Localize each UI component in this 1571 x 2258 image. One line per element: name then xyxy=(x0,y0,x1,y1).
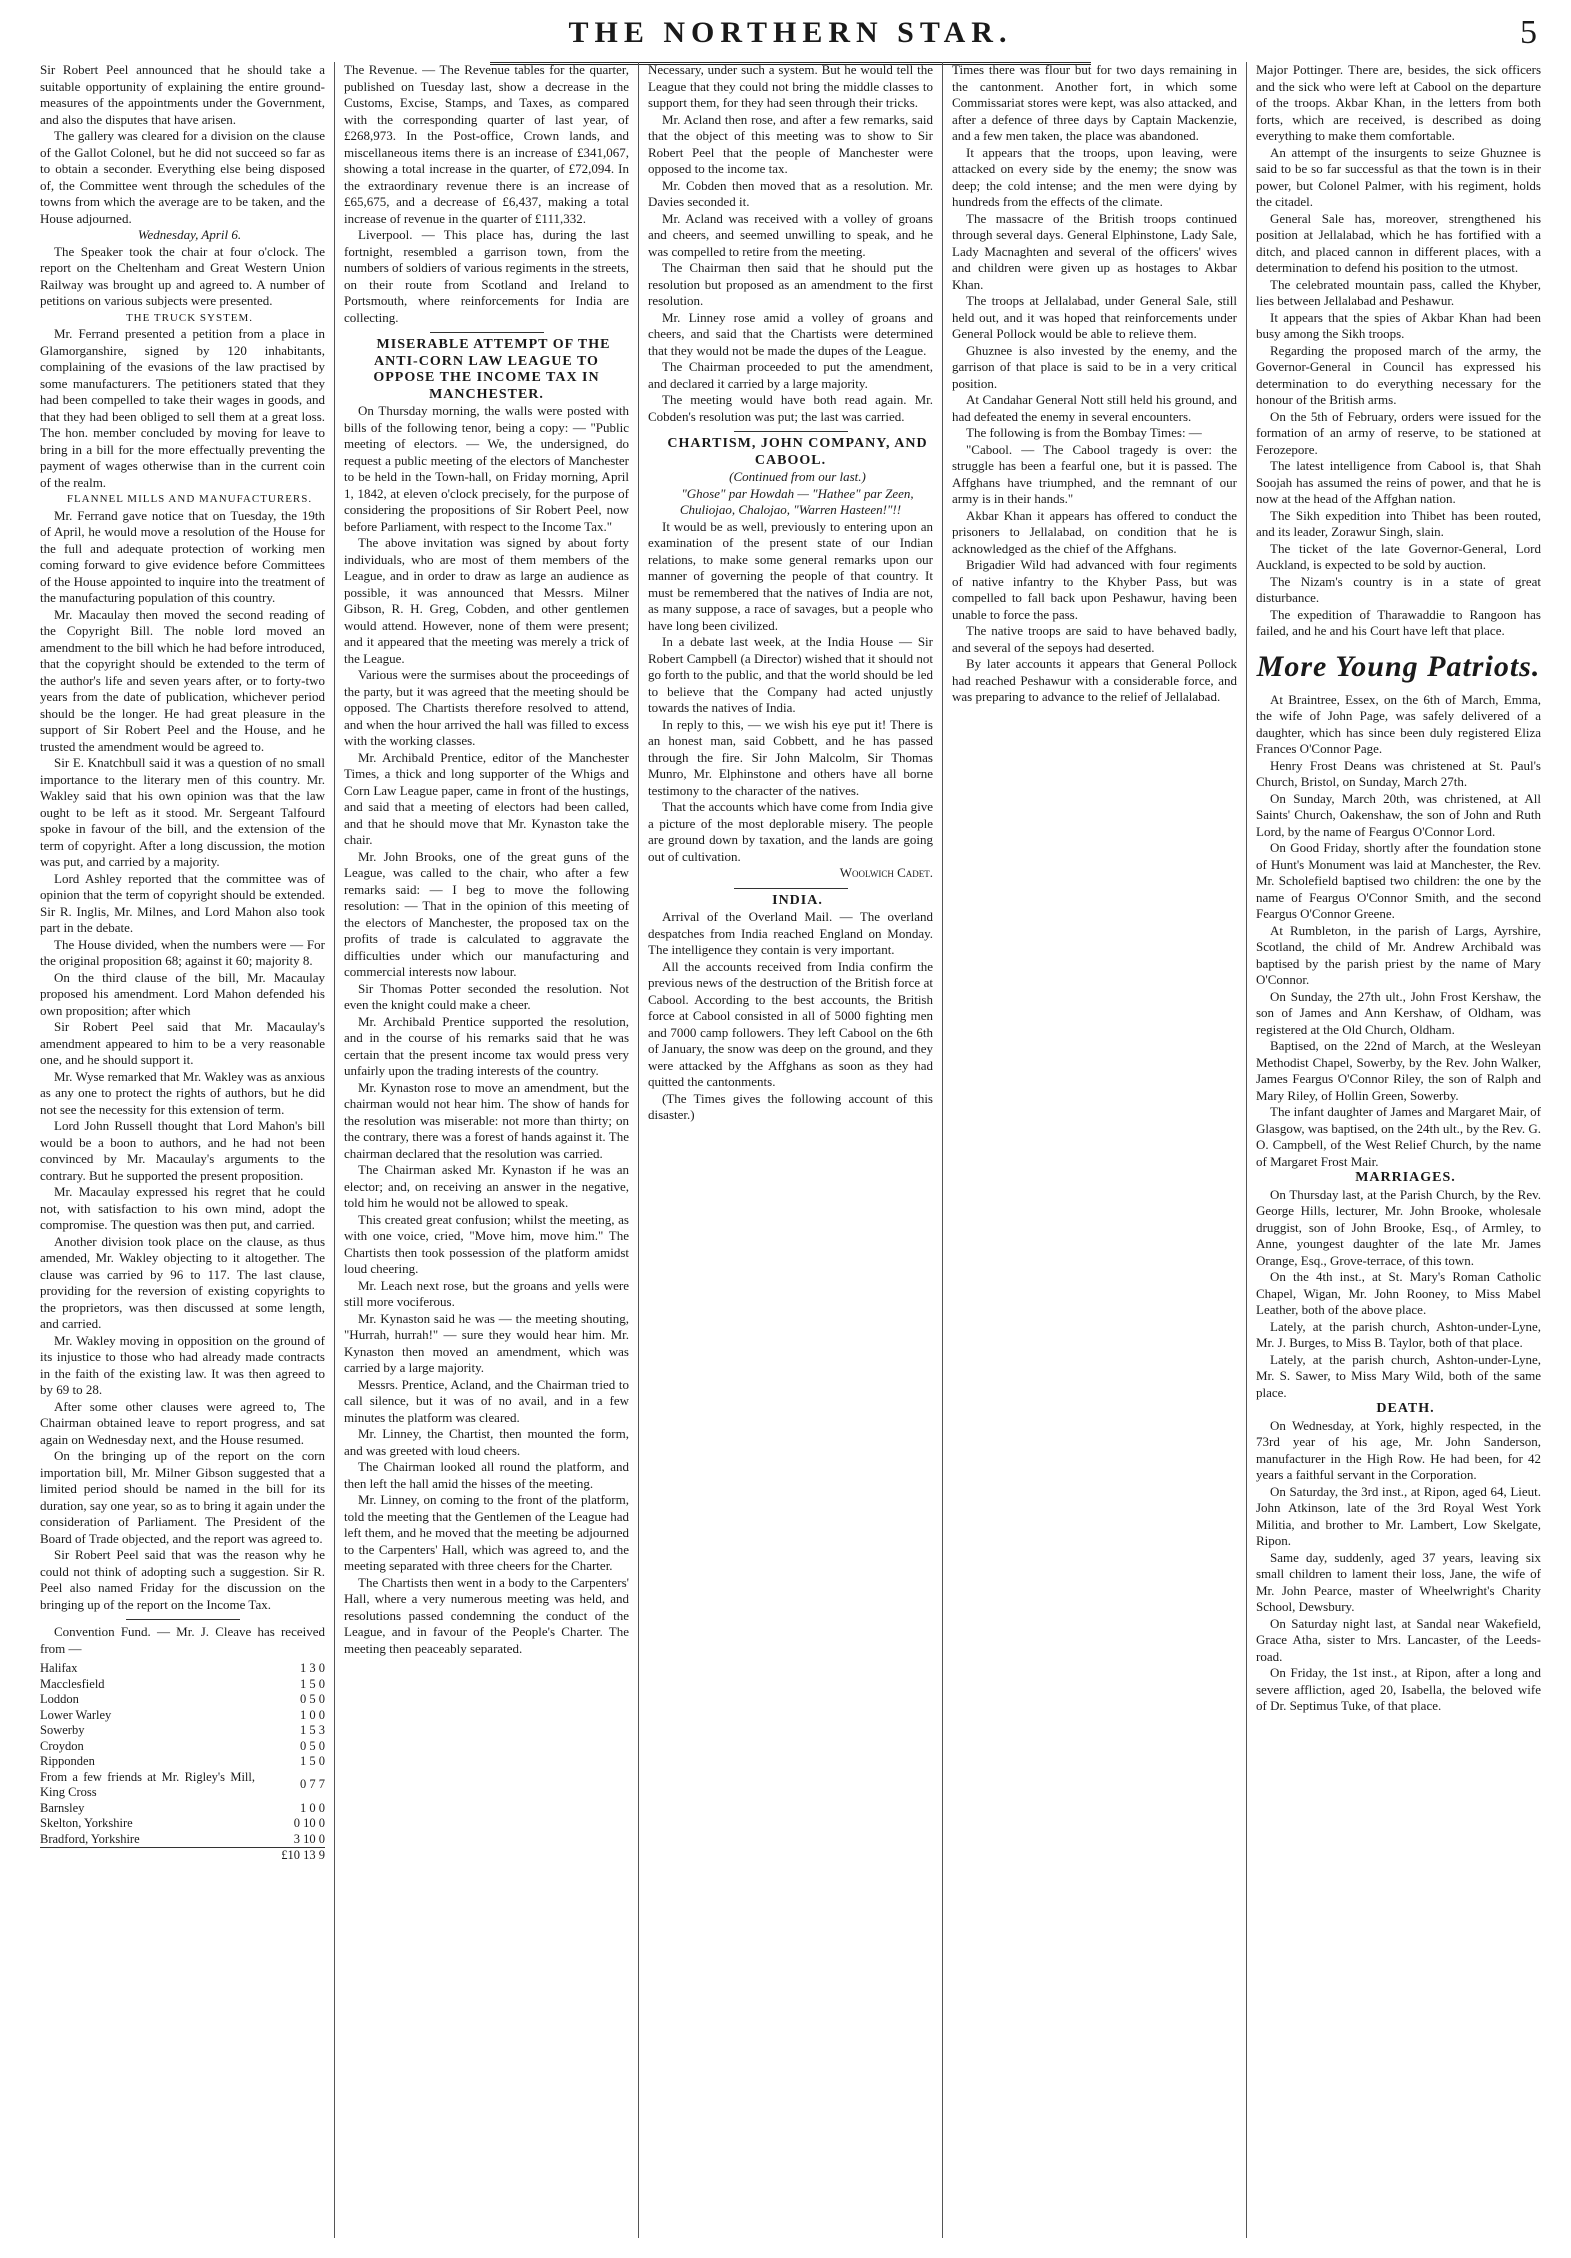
article-paragraph: The Sikh expedition into Thibet has been routed, and its leader, Zorawur Singh, slain. xyxy=(1256,507,1541,539)
article-paragraph: At Candahar General Nott still held his ground, and had defeated the enemy in several encounters. xyxy=(952,392,1237,424)
article-paragraph: The latest intelligence from Cabool is, that Shah Soojah has assumed the reins of power, and that he is now at the head of the Affghan nation. xyxy=(1256,458,1541,506)
article-paragraph: Sir Robert Peel said that was the reason why he could not think of adopting such a suggestion. Sir R. Peel also named Friday for the discussion on the bringing up of the report on the Income Tax. xyxy=(40,1547,325,1612)
convention-fund-amount: 0 10 0 xyxy=(293,1816,325,1830)
article-paragraph: Mr. Linney, the Chartist, then mounted the form, and was greeted with loud cheers. xyxy=(344,1426,629,1458)
article-paragraph: The native troops are said to have behaved badly, and several of the sepoys had deserted. xyxy=(952,623,1237,655)
announcement: On Saturday, the 3rd inst., at Ripon, aged 64, Lieut. John Atkinson, late of the 3rd Royal West York Militia, and brother to Mr. Lambert, Low Skelgate, Ripon. xyxy=(1256,1483,1541,1548)
article-paragraph: The massacre of the British troops continued through several days. General Elphinstone, Lady Sale, Lady Macnaghten and several of the officers' wives and children were given up as hostages to Akbar Khan. xyxy=(952,210,1237,292)
announcement: The infant daughter of James and Margaret Mair, of Glasgow, was baptised, on the 24th ult., by the Rev. G. O. Campbell, of the West Relief Church, by the name of Margaret Frost Mair. xyxy=(1256,1104,1541,1169)
article-paragraph: The Chairman proceeded to put the amendment, and declared it carried by a large majority. xyxy=(648,359,933,391)
date-heading: Wednesday, April 6. xyxy=(137,227,242,242)
columns xyxy=(40,62,1541,2238)
convention-fund-source: Loddon xyxy=(40,1692,79,1706)
article-paragraph: Brigadier Wild had advanced with four regiments of native infantry to the Khyber Pass, but was compelled to fall back upon Peshawur, having been unable to force the pass. xyxy=(952,557,1237,622)
announcement: At Rumbleton, in the parish of Largs, Ayrshire, Scotland, the child of Mr. Andrew Archibald was baptised by the parish priest by the name of Mary O'Connor. xyxy=(1256,922,1541,987)
article-paragraph: The following is from the Bombay Times: — xyxy=(966,425,1202,440)
article-paragraph: The Nizam's country is in a state of great disturbance. xyxy=(1256,573,1541,605)
article-paragraph: The expedition of Tharawaddie to Rangoon has failed, and he and his Court have left that place. xyxy=(1256,606,1541,638)
convention-fund-amount: 1 5 3 xyxy=(300,1723,325,1737)
article-paragraph: That the accounts which have come from India give a picture of the most deplorable misery. The people are ground down by taxation, and the lands are going out of cultivation. xyxy=(648,799,933,864)
divider xyxy=(734,431,848,432)
announcement: On Friday, the 1st inst., at Ripon, after a long and severe affliction, aged 20, Isabella, the beloved wife of Dr. Septimus Tuke, of that place. xyxy=(1256,1665,1541,1713)
article-paragraph: Arrival of the Overland Mail. — The overland despatches from India reached England on Monday. The intelligence they contain is very important. xyxy=(648,909,933,957)
column-3 xyxy=(638,62,942,2238)
article-paragraph: Mr. Archibald Prentice supported the resolution, and in the course of his remarks said that he was certain that the present income tax would press very unfairly upon the trading interests of the country. xyxy=(344,1013,629,1078)
convention-fund-source: Barnsley xyxy=(40,1800,85,1815)
article-paragraph: Sir Thomas Potter seconded the resolution. Not even the knight could make a cheer. xyxy=(344,980,629,1012)
article-paragraph: The Speaker took the chair at four o'clock. The report on the Cheltenham and Great Western Union Railway was brought up and agreed to. A number of petitions on various subjects were presented. xyxy=(40,243,325,308)
convention-fund-row xyxy=(40,1661,325,1677)
column-5 xyxy=(1246,62,1541,2238)
convention-fund-amount: 0 5 0 xyxy=(300,1738,325,1753)
article-paragraph: Mr. Acland was received with a volley of groans and cheers, and seemed unwilling to speak, and he was compelled to retire from the meeting. xyxy=(648,210,933,259)
article-paragraph: The gallery was cleared for a division on the clause of the Gallot Colonel, but he did not succeed so far as to obtain a seconder. Everything else being disposed of, the Committee went through the schedules of the towns from which the average are to be taken, and the House adjourned. xyxy=(40,128,325,226)
convention-fund-source: Halifax xyxy=(40,1661,78,1675)
article-paragraph: It would be as well, previously to entering upon an examination of the present state of our Indian relations, to make some general remarks upon our manner of governing the people of that country. It must be remembered that the natives of India are not, as many suppose, a race of savages, but a people who have long been civilized. xyxy=(648,518,933,633)
section-heading: MISERABLE ATTEMPT OF THE ANTI-CORN LAW LEAGUE TO OPPOSE THE INCOME TAX IN MANCHESTER. xyxy=(373,337,611,402)
article-paragraph: Lord Ashley reported that the committee was of opinion that the term of copyright should be extended. Sir R. Inglis, Mr. Milnes, and Lord Mahon also took part in the debate. xyxy=(40,870,325,935)
article-paragraph: The Chartists then went in a body to the Carpenters' Hall, where a very numerous meeting was held, and resolutions passed condemning the conduct of the League, and in favour of the People's Charter. The meeting then peaceably separated. xyxy=(344,1574,629,1656)
column-2 xyxy=(334,62,638,2238)
convention-fund-amount: 3 10 0 xyxy=(293,1831,325,1846)
article-paragraph: In reply to this, — we wish his eye put it! There is an honest man, said Cobbett, and he has passed through the fire. Sir John Malcolm, Sir Thomas Munro, Mr. Elphinstone and others have all borne testimony to the character of the natives. xyxy=(648,716,933,798)
convention-fund-table xyxy=(40,1661,325,1864)
section-heading: THE TRUCK SYSTEM. xyxy=(125,311,254,324)
article-paragraph: The meeting would have both read again. Mr. Cobden's resolution was put; the last was carried. xyxy=(648,392,933,424)
convention-fund-amount: 1 0 0 xyxy=(300,1707,325,1722)
masthead xyxy=(40,14,1541,54)
article-paragraph: All the accounts received from India confirm the previous news of the destruction of the British force at Cabool. According to the best accounts, the British force at Cabool consisted in all of 5000 fighting men and 7000 camp followers. They left Cabool on the 6th of January, the snow was deep on the ground, and they were attacked by the Affghans as soon as they had quitted the cantonments. xyxy=(648,958,933,1089)
article-paragraph: It appears that the spies of Akbar Khan had been busy among the Sikh troops. xyxy=(1256,309,1541,341)
announcement: On Sunday, March 20th, was christened, at All Saints' Church, Oakenshaw, the son of John and Ruth Lord, by the name of Feargus O'Connor Lord. xyxy=(1256,790,1541,839)
convention-fund-row xyxy=(40,1723,325,1739)
page-number: 5 xyxy=(1520,14,1537,51)
column-4 xyxy=(942,62,1246,2238)
convention-fund-row xyxy=(40,1816,325,1832)
article-paragraph: The Chairman asked Mr. Kynaston if he was an elector; and, on receiving an answer in the negative, told him he would not be allowed to speak. xyxy=(344,1162,629,1210)
article-paragraph: Mr. Kynaston rose to move an amendment, but the chairman would not hear him. The show of hands for the resolution was miserable: not more than thirty; on the contrary, there was a forest of hands against it. The chairman declared that the resolution was carried. xyxy=(344,1079,629,1161)
article-paragraph: The ticket of the late Governor-General, Lord Auckland, is expected to be sold by auction. xyxy=(1256,540,1541,572)
convention-fund-source: Bradford, Yorkshire xyxy=(40,1831,140,1846)
article-paragraph: Another division took place on the clause, as thus amended, Mr. Wakley objecting to it altogether. The clause was carried by 96 to 117. The last clause, providing for the reversion of existing copyrights to the proprietors, was then discussed at some length, and carried. xyxy=(40,1233,325,1331)
death-heading: DEATH. xyxy=(1376,1401,1435,1416)
newspaper-title: THE NORTHERN STAR. xyxy=(568,16,1013,49)
article-paragraph: Mr. Cobden then moved that as a resolution. Mr. Davies seconded it. xyxy=(648,177,933,209)
article-paragraph: Mr. Acland then rose, and after a few remarks, said that the object of this meeting was to show to Sir Robert Peel that the people of Manchester were opposed to the income tax. xyxy=(648,111,933,176)
article-paragraph: On the 5th of February, orders were issued for the formation of an army of reserve, to be stationed at Ferozepore. xyxy=(1256,408,1541,457)
article-paragraph: Mr. Macaulay then moved the second reading of the Copyright Bill. The noble lord moved an amendment to the bill which he had before introduced, that the copyright should be extended to the term of the author's life and seven years after, or to forty-two years from the date of publication, whichever period should be the longer. He had great pleasure in the support of Sir Robert Peel and the House, and he trusted the amendment would be agreed to. xyxy=(40,606,325,754)
article-paragraph: It appears that the troops, upon leaving, were attacked on every side by the enemy; the snow was deep; the cold intense; and the men were dying by hundreds from the effects of the climate. xyxy=(952,144,1237,209)
article-paragraph: In a debate last week, at the India House — Sir Robert Campbell (a Director) wished that it should not go forth to the public, and that the world should be led to believe that the Company had acted unjustly towards the natives of India. xyxy=(648,634,933,715)
convention-fund-source: Sowerby xyxy=(40,1723,85,1737)
article-paragraph: Mr. Kynaston said he was — the meeting shouting, "Hurrah, hurrah!" — sure they would hear him. Mr. Kynaston then moved an amendment, which was carried by a large majority. xyxy=(344,1310,629,1375)
article-paragraph: An attempt of the insurgents to seize Ghuznee is said to be so far successful as that the town is in their power, but Colonel Palmer, with his regiment, holds the citadel. xyxy=(1256,144,1541,209)
convention-fund-row xyxy=(40,1677,325,1693)
article-paragraph: (The Times gives the following account of this disaster.) xyxy=(648,1090,933,1122)
convention-fund-amount: 1 3 0 xyxy=(300,1661,325,1675)
convention-fund-amount: 0 5 0 xyxy=(300,1692,325,1706)
article-paragraph: After some other clauses were agreed to, The Chairman obtained leave to report progress, and sat again on Wednesday next, and the House resumed. xyxy=(40,1398,325,1447)
convention-fund-source: Macclesfield xyxy=(40,1676,105,1691)
article-paragraph: Mr. Archibald Prentice, editor of the Manchester Times, a thick and long supporter of the Whigs and Corn Law League paper, came in front of the hustings, and said that a meeting of electors had been called, and that he should move that Mr. Kynaston take the chair. xyxy=(344,749,629,847)
article-paragraph: Messrs. Prentice, Acland, and the Chairman tried to call silence, but it was of no avail, and in a few minutes the platform was cleared. xyxy=(344,1376,629,1425)
article-paragraph: The celebrated mountain pass, called the Khyber, lies between Jellalabad and Peshawur. xyxy=(1256,276,1541,308)
article-paragraph: On the bringing up of the report on the corn importation bill, Mr. Milner Gibson suggested that a limited period should be named in the bill for its duration, say one year, so as to bring it again under the consideration of Parliament. The President of the Board of Trade objected, and the report was agreed to. xyxy=(40,1448,325,1546)
article-paragraph: The Chairman looked all round the platform, and then left the hall amid the hisses of the meeting. xyxy=(344,1459,629,1491)
article-paragraph: Mr. Linney rose amid a volley of groans and cheers, and said that the Chartists were determined that they would not be made the dupes of the League. xyxy=(648,309,933,358)
article-paragraph: Major Pottinger. There are, besides, the sick officers and the sick who were left at Cabool on the departure of the troops. Akbar Khan, in the letters from both forts, which are received, is described as doing everything to make them comfortable. xyxy=(1256,62,1541,143)
divider xyxy=(734,888,848,889)
article-paragraph: Necessary, under such a system. But he would tell the League that they could not bring the middle classes to support them, for they had seen through their tricks. xyxy=(648,62,933,110)
convention-fund-total-row xyxy=(40,1848,325,1864)
announcement: Baptised, on the 22nd of March, at the Wesleyan Methodist Chapel, Sowerby, by the Rev. John Walker, James Feargus O'Connor Riley, the son of Ralph and Mary Riley, of Hollin Green, Sowerby. xyxy=(1256,1038,1541,1103)
section-heading: FLANNEL MILLS AND MANUFACTURERS. xyxy=(66,493,313,505)
section-heading: INDIA. xyxy=(772,892,823,908)
article-paragraph: Akbar Khan it appears has offered to conduct the prisoners to Jellalabad, on condition that he is acknowledged as the chief of the Affghans. xyxy=(952,507,1237,556)
divider xyxy=(126,1619,240,1620)
convention-fund-row xyxy=(40,1739,325,1755)
article-paragraph: "Cabool. — The Cabool tragedy is over: the struggle has been a fearful one, but it is passed. The Affghans have triumphed, and the remnant of our army is in their hands." xyxy=(952,441,1237,506)
column-1 xyxy=(40,62,334,2238)
signature: Woolwich Cadet. xyxy=(839,865,933,880)
article-paragraph: Mr. Wyse remarked that Mr. Wakley was as anxious as any one to protect the rights of authors, but he did not see the necessity for this extension of term. xyxy=(40,1068,325,1117)
convention-fund-row xyxy=(40,1754,325,1770)
article-paragraph: This created great confusion; whilst the meeting, as with one voice, cried, "Move him, move him." The Chartists then took possession of the platform amidst loud cheering. xyxy=(344,1211,629,1276)
convention-fund-source: Skelton, Yorkshire xyxy=(40,1816,133,1830)
announcement: At Braintree, Essex, on the 6th of March, Emma, the wife of John Page, was safely delivered of a daughter, which has since been duly registered Eliza Frances O'Connor Page. xyxy=(1256,691,1541,756)
patriots-heading: More Young Patriots. xyxy=(1256,649,1541,683)
convention-fund-row xyxy=(40,1708,325,1724)
announcement: On the 4th inst., at St. Mary's Roman Catholic Chapel, Wigan, Mr. John Rooney, to Miss Mabel Leather, both of the above place. xyxy=(1256,1269,1541,1317)
article-paragraph: By later accounts it appears that General Pollock had reached Peshawur with a considerable force, and was preparing to advance to the relief of Jellalabad. xyxy=(952,656,1237,704)
article-paragraph: Mr. Ferrand gave notice that on Tuesday, the 19th of April, he would move a resolution of the House for the full and adequate protection of working men coming forward to give evidence before Committees of the House appointed to inquire into the treatment of the manufacturing population of this country. xyxy=(40,507,325,605)
article-paragraph: Liverpool. — This place has, during the last fortnight, resembled a garrison town, from the numbers of soldiers of various regiments in the streets, on their route from Scotland and Ireland to Portsmouth, where reinforcements for India are collecting. xyxy=(344,227,629,325)
article-paragraph: The above invitation was signed by about forty individuals, who are most of them members of the League, and in order to draw as large an audience as possible, it was announced that Messrs. Milner Gibson, R. H. Greg, Cobden, and other gentlemen would attend. However, none of them were present; and it appeared that the meeting was merely a trick of the League. xyxy=(344,535,629,666)
section-subheading: (Continued from our last.) xyxy=(729,469,866,484)
announcement: Lately, at the parish church, Ashton-under-Lyne, Mr. J. Burges, to Miss B. Taylor, both of that place. xyxy=(1256,1318,1541,1350)
announcement: Lately, at the parish church, Ashton-under-Lyne, Mr. S. Sawer, to Miss Mary Wild, both of the same place. xyxy=(1256,1351,1541,1400)
article-paragraph: On Thursday morning, the walls were posted with bills of the following tenor, being a copy: — "Public meeting of electors. — We, the undersigned, do request a public meeting of the electors of Manchester to be held in the Town-hall, on Friday morning, April 1, 1842, at eleven o'clock precisely, for the purpose of considering the propositions of Sir Robert Peel, now before Parliament, with respect to the Income Tax." xyxy=(344,403,629,534)
article-paragraph: The Chairman then said that he should put the resolution but proposed as an amendment to the first resolution. xyxy=(648,260,933,308)
announcement: On Thursday last, at the Parish Church, by the Rev. George Hills, lecturer, Mr. John Brooke, wholesale druggist, son of John Brooke, Esq., of Armley, to Anne, youngest daughter of the late Mr. James Orange, Esq., Grove-terrace, of this town. xyxy=(1256,1186,1541,1268)
convention-fund-row xyxy=(40,1801,325,1817)
marriages-heading: MARRIAGES. xyxy=(1355,1170,1456,1185)
announcement: Henry Frost Deans was christened at St. Paul's Church, Bristol, on Sunday, March 27th. xyxy=(1256,757,1541,789)
convention-fund-intro: Convention Fund. — Mr. J. Cleave has received from — xyxy=(40,1624,325,1656)
article-paragraph: Sir Robert Peel said that Mr. Macaulay's amendment appeared to him to be a very reasonable one, and he should support it. xyxy=(40,1019,325,1067)
article-paragraph: Sir Robert Peel announced that he should take a suitable opportunity of explaining the entire ground-measures of the appointments under the Government, and also the disputes that have arisen. xyxy=(40,62,325,127)
article-paragraph: Mr. Linney, on coming to the front of the platform, told the meeting that the Gentlemen of the League had left them, and he moved that the meeting be adjourned to the Carpenters' Hall, which was agreed to, and the meeting separated with three cheers for the Charter. xyxy=(344,1492,629,1573)
article-paragraph: The troops at Jellalabad, under General Sale, still held out, and it was hoped that reinforcements under General Pollock would be able to relieve them. xyxy=(952,293,1237,341)
convention-fund-row xyxy=(40,1692,325,1708)
section-heading: CHARTISM, JOHN COMPANY, AND CABOOL. xyxy=(667,436,928,468)
announcement: On Wednesday, at York, highly respected, in the 73rd year of his age, Mr. John Sanderson, manufacturer in the High Row. He had been, for 42 years a faithful servant in the Corporation. xyxy=(1256,1417,1541,1482)
convention-fund-total: £10 13 9 xyxy=(281,1848,325,1862)
article-paragraph: Mr. Macaulay expressed his regret that he could not, with satisfaction to his own mind, adopt the compromise. The question was then put, and carried. xyxy=(40,1184,325,1232)
article-paragraph: Mr. Leach next rose, but the groans and yells were still more vociferous. xyxy=(344,1277,629,1309)
article-paragraph: Mr. Wakley moving in opposition on the ground of its injustice to those who had already made contracts in the faith of the existing law. It was then agreed to by 69 to 28. xyxy=(40,1332,325,1397)
convention-fund-amount: 1 5 0 xyxy=(300,1754,325,1768)
article-paragraph: General Sale has, moreover, strengthened his position at Jellalabad, which he has fortified with a ditch, and placed cannon in different places, with a determination to defend his position to the utmost. xyxy=(1256,210,1541,275)
convention-fund-row xyxy=(40,1770,325,1801)
convention-fund-source: Lower Warley xyxy=(40,1707,112,1722)
article-paragraph: Mr. Ferrand presented a petition from a place in Glamorganshire, signed by 120 inhabitants, complaining of the evasions of the law practised by some manufacturers. The petitioners stated that they had been compelled to take their wages in goods, and that they had been obliged to sell them at a great loss. The hon. member concluded by moving for leave to bring in a bill for the more effectually preventing the payment of wages otherwise than in the current coin of the realm. xyxy=(40,326,325,490)
announcement: On Sunday, the 27th ult., John Frost Kershaw, the son of James and Ann Kershaw, of Oldham, was registered at the Old Church, Oldham. xyxy=(1256,988,1541,1037)
article-paragraph: Mr. John Brooks, one of the great guns of the League, was called to the chair, who after a few remarks said: — I beg to move the following resolution: — That in the opinion of this meeting of the electors of Manchester, the proposed tax on the profits of trade is calculated to aggravate the difficulties under which our manufacturing and commercial interests now labour. xyxy=(344,848,629,979)
convention-fund-source: Croydon xyxy=(40,1738,84,1753)
announcement: On Saturday night last, at Sandal near Wakefield, Grace Atha, sister to Mrs. Lancaster, of the Leeds-road. xyxy=(1256,1615,1541,1664)
article-paragraph: Sir E. Knatchbull said it was a question of no small importance to the literary men of this country. Mr. Wakley said that his own opinion was that the law ought to be left as it stood. Mr. Sergeant Talfourd spoke in favour of the bill, and the extension of the term of copyright. After a long discussion, the motion was put, and carried by a majority. xyxy=(40,755,325,869)
epigraph: "Ghose" par Howdah — "Hathee" par Zeen, Chuliojao, Chalojao, "Warren Hasteen!"!! xyxy=(679,485,914,517)
announcement: Same day, suddenly, aged 37 years, leaving six small children to lament their loss, Jane, the wife of Mr. John Pearce, master of Wheelwright's Charity School, Dewsbury. xyxy=(1256,1549,1541,1614)
convention-fund-amount: 1 0 0 xyxy=(300,1800,325,1815)
article-paragraph: Lord John Russell thought that Lord Mahon's bill would be a boon to authors, and he had not been convinced by Mr. Macaulay's arguments to the contrary. But he supported the present proposition. xyxy=(40,1118,325,1183)
convention-fund-source: From a few friends at Mr. Rigley's Mill, King Cross xyxy=(40,1769,255,1799)
convention-fund-amount: 1 5 0 xyxy=(300,1676,325,1691)
announcement: On Good Friday, shortly after the foundation stone of Hunt's Monument was laid at Manchester, the Rev. Mr. Scholefield baptised two children: the one by the name of Feargus O'Connor Smith, and the second Feargus O'Connor Greene. xyxy=(1256,840,1541,921)
article-paragraph: Regarding the proposed march of the army, the Governor-General in Council has expressed his determination to do everything necessary for the honour of the British arms. xyxy=(1256,342,1541,407)
article-paragraph: On the third clause of the bill, Mr. Macaulay proposed his amendment. Lord Mahon defended his own proposition; after which xyxy=(40,969,325,1018)
article-paragraph: Various were the surmises about the proceedings of the party, but it was agreed that the meeting should be opposed. The Chartists therefore resolved to attend, and when the hour arrived the hall was filled to excess with the working classes. xyxy=(344,667,629,748)
article-paragraph: The House divided, when the numbers were — For the original proposition 68; against it 60; majority 8. xyxy=(40,936,325,968)
convention-fund-amount: 0 7 7 xyxy=(300,1777,325,1792)
article-paragraph: Times there was flour but for two days remaining in the cantonment. Another fort, in which some Commissariat stores were kept, was also attacked, and after a defence of three days by Captain Mackenzie, and a few men taken, the place was abandoned. xyxy=(952,62,1237,143)
divider xyxy=(430,332,544,333)
convention-fund-source: Ripponden xyxy=(40,1754,95,1768)
article-paragraph: Ghuznee is also invested by the enemy, and the garrison of that place is said to be in a very critical position. xyxy=(952,342,1237,391)
convention-fund-row xyxy=(40,1832,325,1848)
article-paragraph: The Revenue. — The Revenue tables for the quarter, published on Tuesday last, show a decrease in the Customs, Excise, Stamps, and Taxes, as compared with the corresponding quarter of last year, of £268,973. In the Post-office, Crown lands, and miscellaneous items there is an increase of £341,067, showing a total increase in the quarter, of £72,094. In the extraordinary revenue there is an increase of £65,675, and a decrease of £6,437, making a total increase of revenue in the quarter of £111,332. xyxy=(344,62,629,226)
